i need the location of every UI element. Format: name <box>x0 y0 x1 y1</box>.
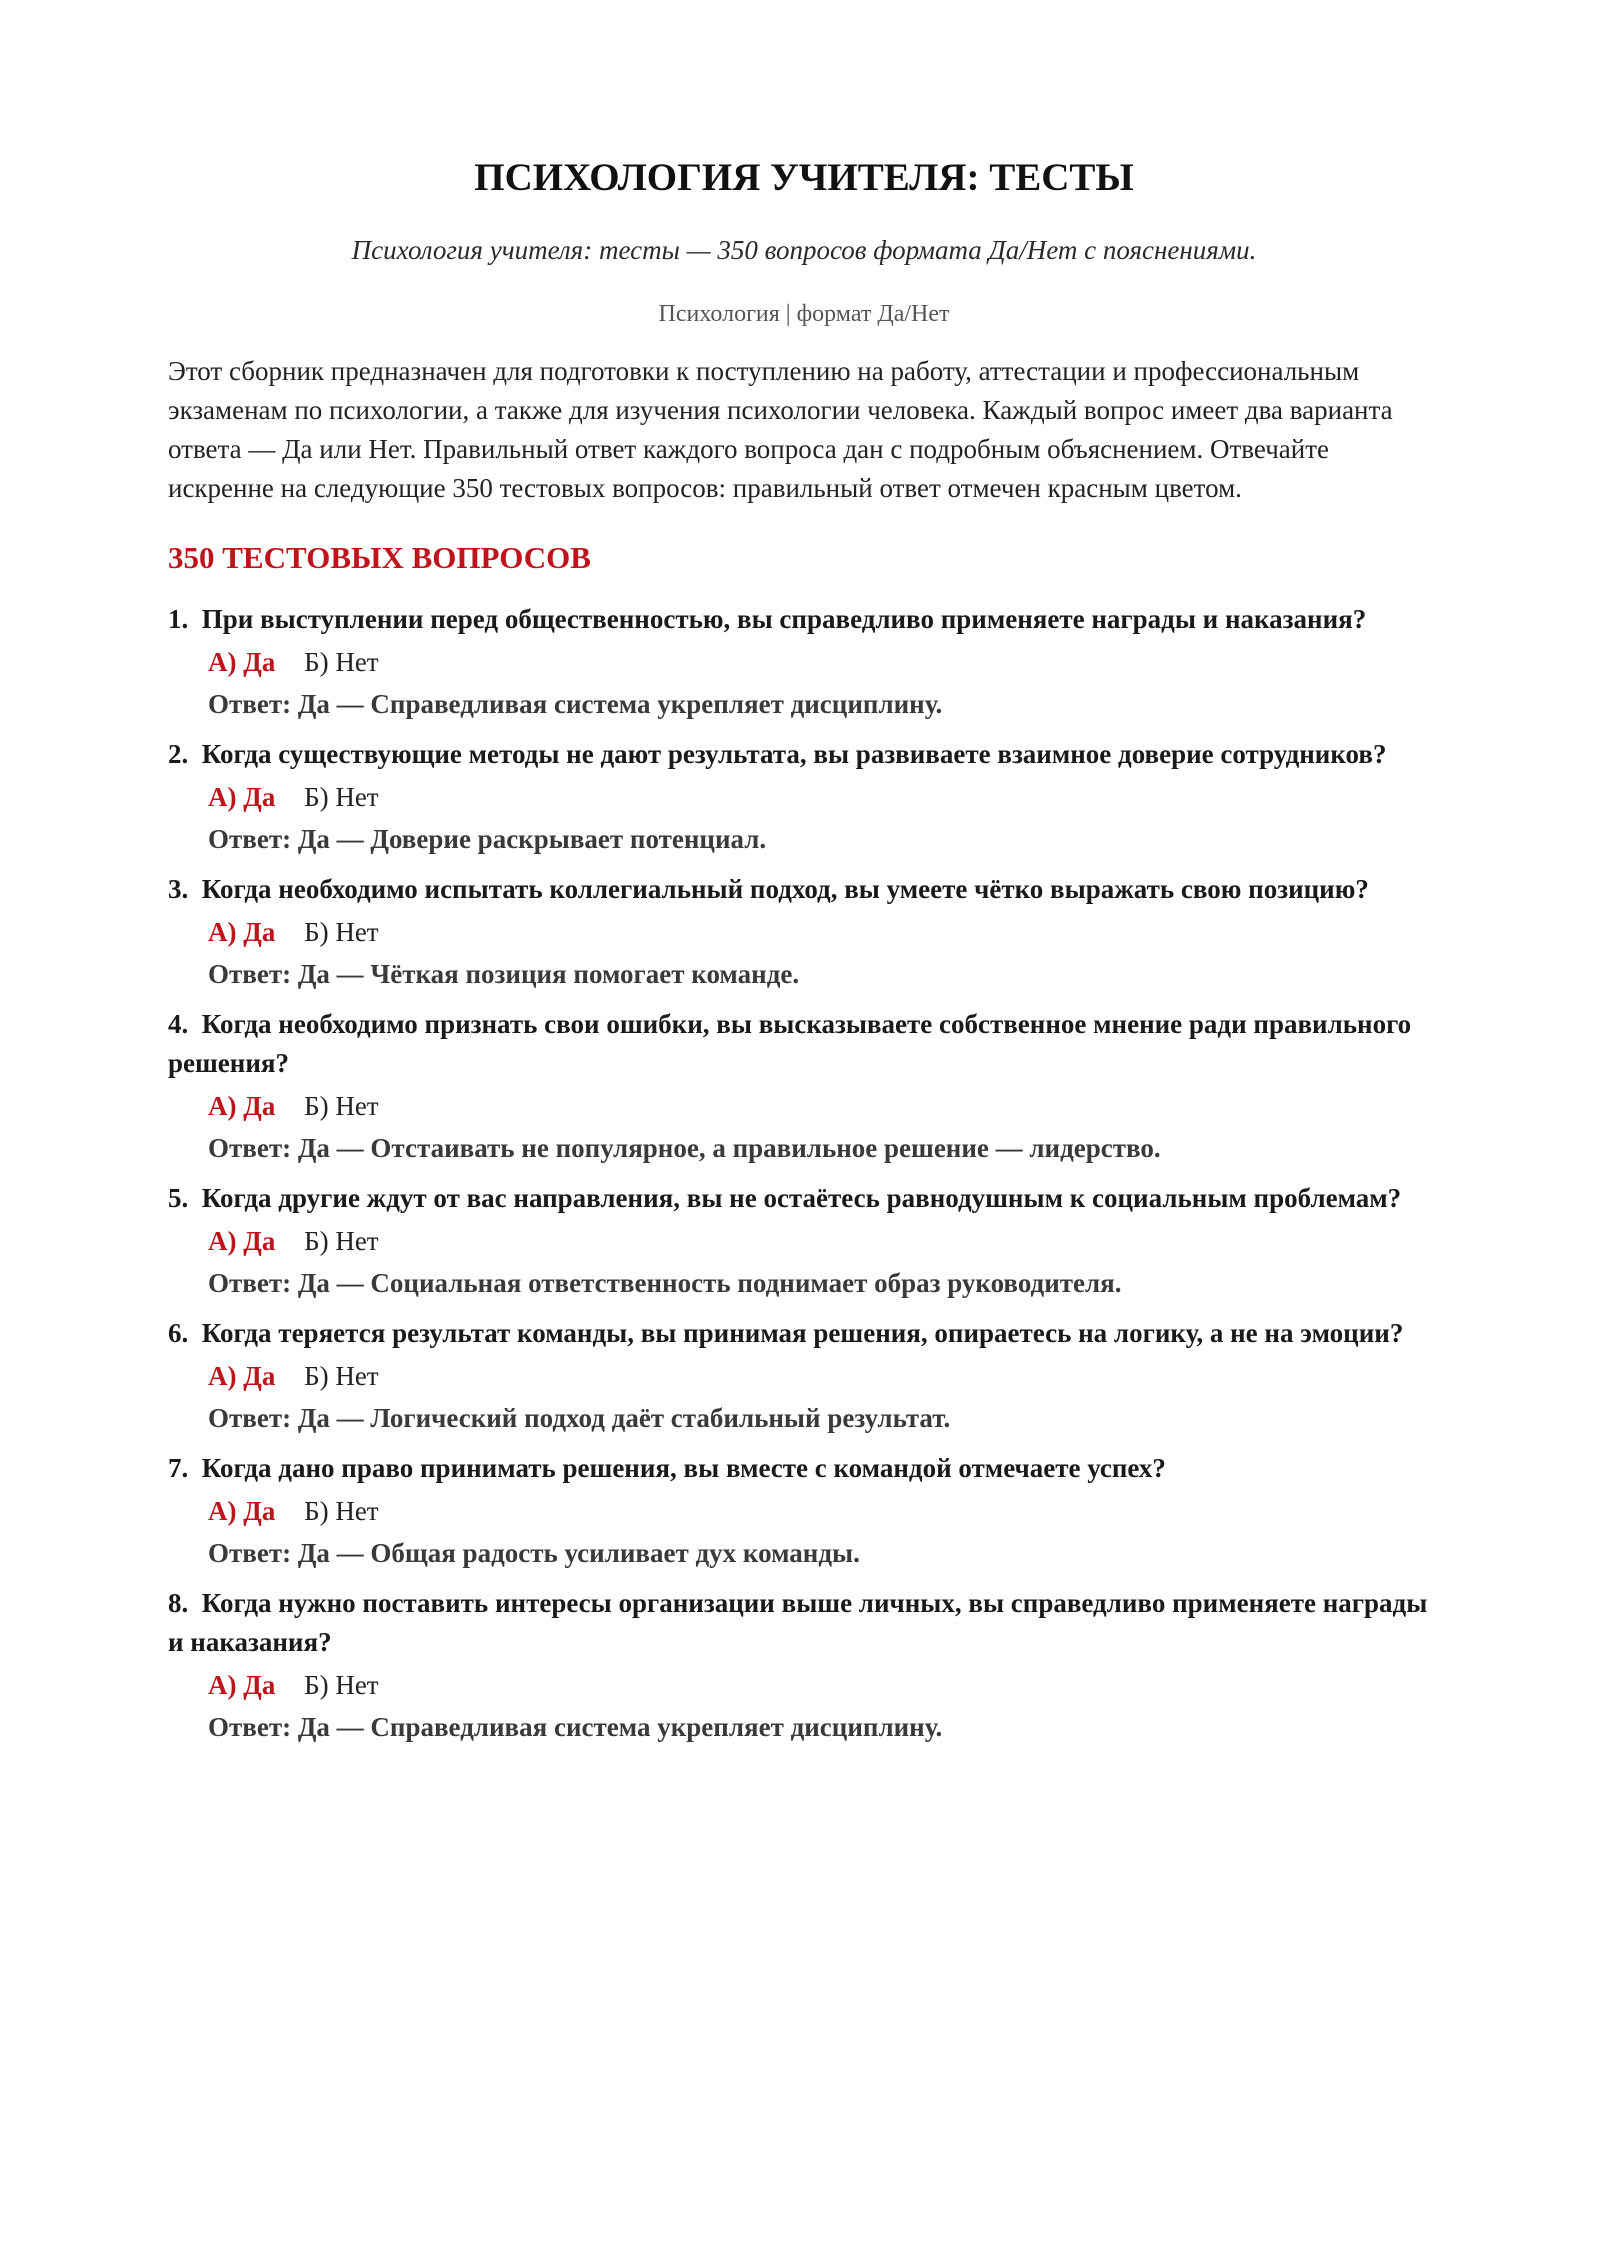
answer-explanation: Ответ: Да — Социальная ответственность поднимает образ руководителя. <box>208 1268 1122 1298</box>
answer-explanation: Ответ: Да — Общая радость усиливает дух команды. <box>208 1538 860 1568</box>
intro-paragraph: Этот сборник предназначен для подготовки к поступлению на работу, аттестации и профессиональным экзаменам по психологии, а также для изучения психологии человека. Каждый вопрос имеет два варианта ответа — Да или Нет. Правильный ответ каждого вопроса дан с подробным объяснением. Отвечайте искренне на следующие 350 тестовых вопросов: правильный ответ отмечен красным цветом. <box>168 356 1393 503</box>
category-meta: Психология | формат Да/Нет <box>658 301 950 327</box>
question-item <box>168 1005 1440 1169</box>
question-body: Когда необходимо признать свои ошибки, вы высказываете собственное мнение ради правильного решения? <box>168 1009 1412 1078</box>
answer-explanation: Ответ: Да — Доверие раскрывает потенциал. <box>208 824 767 854</box>
option-a-correct: А) Да <box>208 647 276 677</box>
option-b: Б) Нет <box>304 917 379 947</box>
question-list <box>168 600 1440 1748</box>
question-text <box>168 735 1440 774</box>
question-body: Когда другие ждут от вас направления, вы не остаётесь равнодушным к социальным проблемам? <box>201 1183 1402 1213</box>
question-body: Когда существующие методы не дают результата, вы развиваете взаимное доверие сотрудников? <box>201 739 1387 769</box>
option-a-correct: А) Да <box>208 1496 276 1526</box>
question-item <box>168 1584 1440 1748</box>
question-item <box>168 600 1440 725</box>
question-body: При выступлении перед общественностью, вы справедливо применяете награды и наказания? <box>201 604 1367 634</box>
option-b: Б) Нет <box>304 1091 379 1121</box>
answer-options <box>208 911 1440 953</box>
page-subtitle: Психология учителя: тесты — 350 вопросов формата Да/Нет с пояснениями. <box>351 235 1257 265</box>
question-text <box>168 870 1440 909</box>
option-a-correct: А) Да <box>208 1670 276 1700</box>
question-body: Когда теряется результат команды, вы принимая решения, опираетесь на логику, а не на эмоции? <box>201 1318 1404 1348</box>
answer-explanation: Ответ: Да — Логический подход даёт стабильный результат. <box>208 1403 951 1433</box>
answer-explanation: Ответ: Да — Справедливая система укрепляет дисциплину. <box>208 1712 943 1742</box>
option-a-correct: А) Да <box>208 917 276 947</box>
question-number: 3. <box>168 874 189 904</box>
question-number: 7. <box>168 1453 189 1483</box>
question-body: Когда необходимо испытать коллегиальный подход, вы умеете чётко выражать свою позицию? <box>201 874 1369 904</box>
question-item <box>168 1179 1440 1304</box>
question-text <box>168 1584 1440 1662</box>
question-text <box>168 1179 1440 1218</box>
question-number: 2. <box>168 739 189 769</box>
question-number: 1. <box>168 604 189 634</box>
question-number: 8. <box>168 1588 189 1618</box>
question-text <box>168 1005 1440 1083</box>
page-title: ПСИХОЛОГИЯ УЧИТЕЛЯ: ТЕСТЫ <box>474 156 1134 199</box>
option-a-correct: А) Да <box>208 1091 276 1121</box>
question-item <box>168 1314 1440 1439</box>
question-item <box>168 870 1440 995</box>
section-title: 350 ТЕСТОВЫХ ВОПРОСОВ <box>168 540 591 575</box>
option-b: Б) Нет <box>304 1670 379 1700</box>
answer-explanation: Ответ: Да — Справедливая система укрепляет дисциплину. <box>208 689 943 719</box>
question-body: Когда нужно поставить интересы организации выше личных, вы справедливо применяете награды и наказания? <box>168 1588 1428 1657</box>
answer-options <box>208 1085 1440 1127</box>
question-text <box>168 1449 1440 1488</box>
option-b: Б) Нет <box>304 1496 379 1526</box>
option-b: Б) Нет <box>304 782 379 812</box>
question-number: 6. <box>168 1318 189 1348</box>
question-number: 5. <box>168 1183 189 1213</box>
answer-options <box>208 776 1440 818</box>
answer-options <box>208 1220 1440 1262</box>
answer-options <box>208 1490 1440 1532</box>
option-b: Б) Нет <box>304 1361 379 1391</box>
question-item <box>168 735 1440 860</box>
answer-explanation: Ответ: Да — Отстаивать не популярное, а правильное решение — лидерство. <box>208 1133 1161 1163</box>
answer-explanation: Ответ: Да — Чёткая позиция помогает команде. <box>208 959 800 989</box>
option-b: Б) Нет <box>304 647 379 677</box>
answer-options <box>208 641 1440 683</box>
question-body: Когда дано право принимать решения, вы вместе с командой отмечаете успех? <box>201 1453 1166 1483</box>
question-number: 4. <box>168 1009 189 1039</box>
question-text <box>168 600 1440 639</box>
question-text <box>168 1314 1440 1353</box>
answer-options <box>208 1355 1440 1397</box>
option-a-correct: А) Да <box>208 782 276 812</box>
option-a-correct: А) Да <box>208 1361 276 1391</box>
question-item <box>168 1449 1440 1574</box>
option-b: Б) Нет <box>304 1226 379 1256</box>
answer-options <box>208 1664 1440 1706</box>
option-a-correct: А) Да <box>208 1226 276 1256</box>
